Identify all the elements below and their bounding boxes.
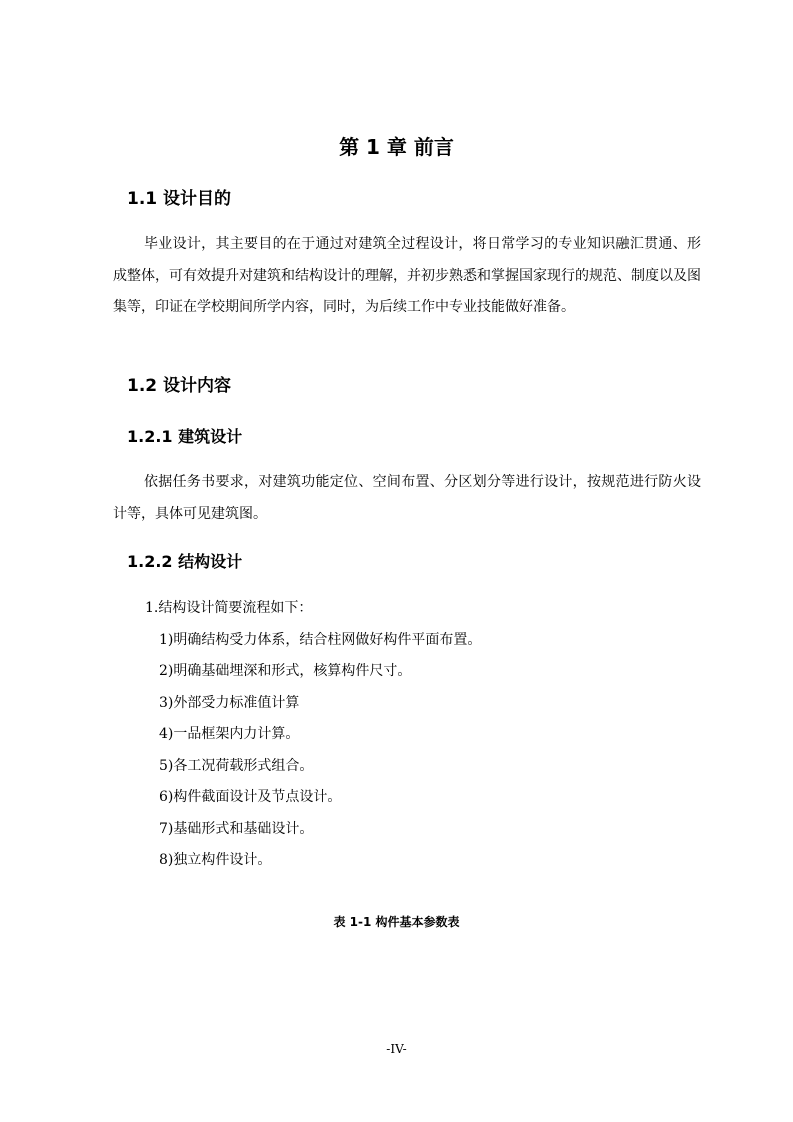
list-item: 3)外部受力标准值计算 <box>159 695 300 711</box>
section-heading-1-2-2: 1.2.2 结构设计 <box>127 552 243 571</box>
list-item: 1)明确结构受力体系，结合柱网做好构件平面布置。 <box>159 632 482 648</box>
section-heading-1-1: 1.1 设计目的 <box>127 189 232 209</box>
chapter-title: 第 1 章 前言 <box>339 135 454 159</box>
section-1-1-paragraph: 毕业设计，其主要目的在于通过对建筑全过程设计，将日常学习的专业知识融汇贯通、形成整体，可有效提升对建筑和结构设计的理解，并初步熟悉和掌握国家现行的规范、制度以及图集等，印证在学校期间所学内容，同时，为后续工作中专业技能做好准备。 <box>113 236 701 315</box>
page-number: -IV- <box>386 1042 407 1056</box>
section-1-2-1-paragraph: 依据任务书要求，对建筑功能定位、空间布置、分区划分等进行设计，按规范进行防火设计等，具体可见建筑图。 <box>113 474 701 522</box>
list-item: 5)各工况荷载形式组合。 <box>159 758 314 774</box>
list-item: 6)构件截面设计及节点设计。 <box>159 789 342 805</box>
section-heading-1-2: 1.2 设计内容 <box>127 376 232 396</box>
list-item: 7)基础形式和基础设计。 <box>159 821 314 837</box>
section-heading-1-2-1: 1.2.1 建筑设计 <box>127 427 243 446</box>
table-caption: 表 1-1 构件基本参数表 <box>333 915 460 929</box>
list-heading: 1.结构设计简要流程如下： <box>145 600 313 616</box>
list-item: 4)一品框架内力计算。 <box>159 726 300 742</box>
list-item: 8)独立构件设计。 <box>159 852 272 868</box>
list-item: 2)明确基础埋深和形式，核算构件尺寸。 <box>159 663 412 679</box>
